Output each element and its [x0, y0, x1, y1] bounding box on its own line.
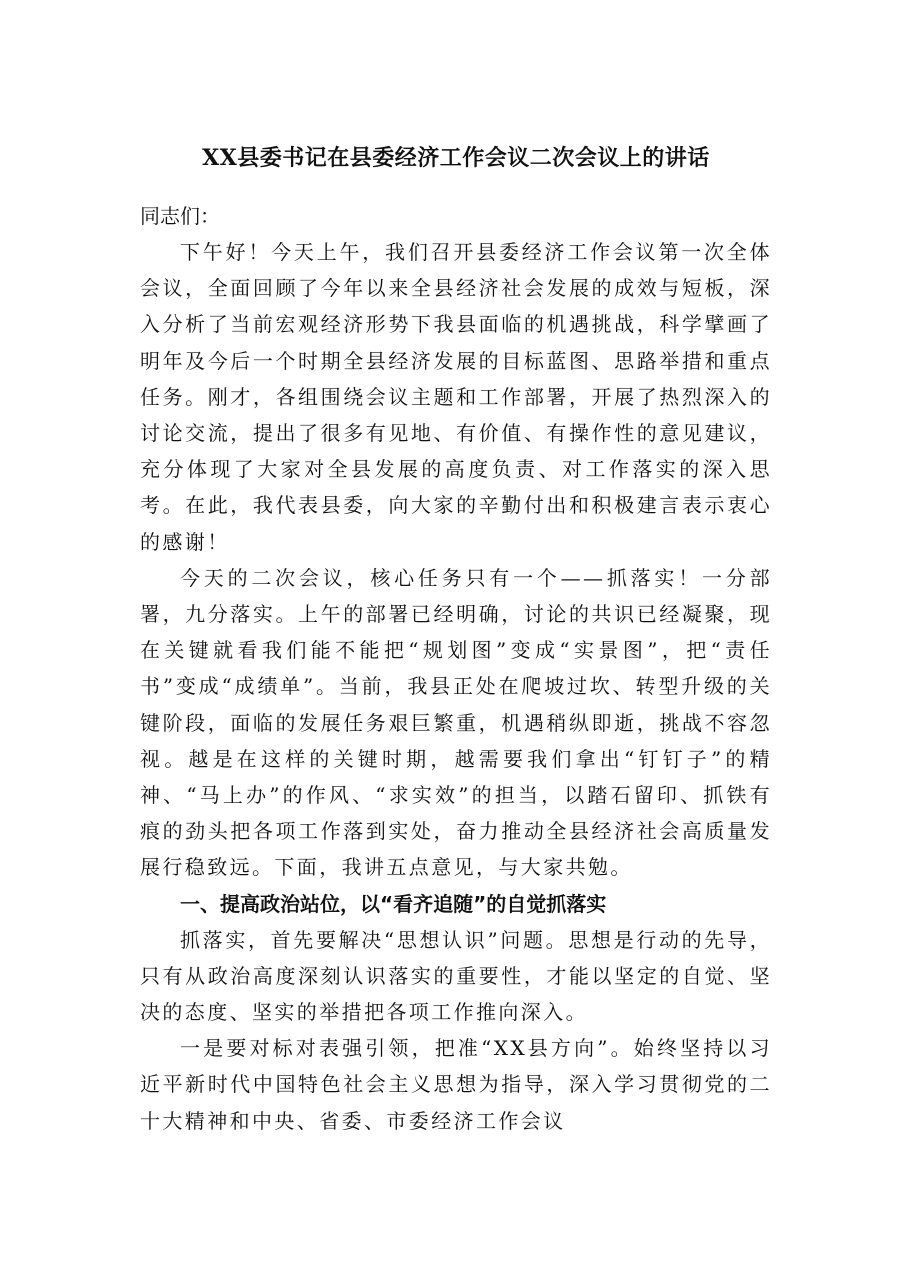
document-page — [140, 130, 772, 1139]
greeting: 同志们： — [140, 204, 220, 228]
paragraph: 一是要对标对表强引领，把准“XX县方向”。始终坚持以习近平新时代中国特色社会主义思想为指导，深入学习贯彻党的二十大精神和中央、省委、市委经济工作会议 — [140, 1036, 772, 1133]
paragraph: 下午好！今天上午，我们召开县委经济工作会议第一次全体会议，全面回顾了今年以来全县经济社会发展的成效与短板，深入分析了当前宏观经济形势下我县面临的机遇挑战，科学擘画了明年及今后一个时期全县经济发展的目标蓝图、思路举措和重点任务。刚才，各组围绕会议主题和工作部署，开展了热烈深入的讨论交流，提出了很多有见地、有价值、有操作性的意见建议，充分体现了大家对全县发展的高度负责、对工作落实的深入思考。在此，我代表县委，向大家的辛勤付出和积极建言表示衷心的感谢！ — [140, 240, 772, 554]
paragraph: 抓落实，首先要解决“思想认识”问题。思想是行动的先导，只有从政治高度深刻认识落实的重要性，才能以坚定的自觉、坚决的态度、坚实的举措把各项工作推向深入。 — [140, 927, 772, 1025]
document-title: XX县委书记在县委经济工作会议二次会议上的讲话 — [202, 145, 710, 171]
section-heading: 一、提高政治站位，以“看齐追随”的自觉抓落实 — [180, 891, 607, 916]
paragraph: 今天的二次会议，核心任务只有一个——抓落实！一分部署，九分落实。上午的部署已经明确，讨论的共识已经凝聚，现在关键就看我们能不能把“规划图”变成“实景图”，把“责任书”变成“成绩单”。当前，我县正处在爬坡过坎、转型升级的关键阶段，面临的发展任务艰巨繁重，机遇稍纵即逝，挑战不容忽视。越是在这样的关键时期，越需要我们拿出“钉钉子”的精神、“马上办”的作风、“求实效”的担当，以踏石留印、抓铁有痕的劲头把各项工作落到实处，奋力推动全县经济社会高质量发展行稳致远。下面，我讲五点意见，与大家共勉。 — [140, 565, 772, 880]
